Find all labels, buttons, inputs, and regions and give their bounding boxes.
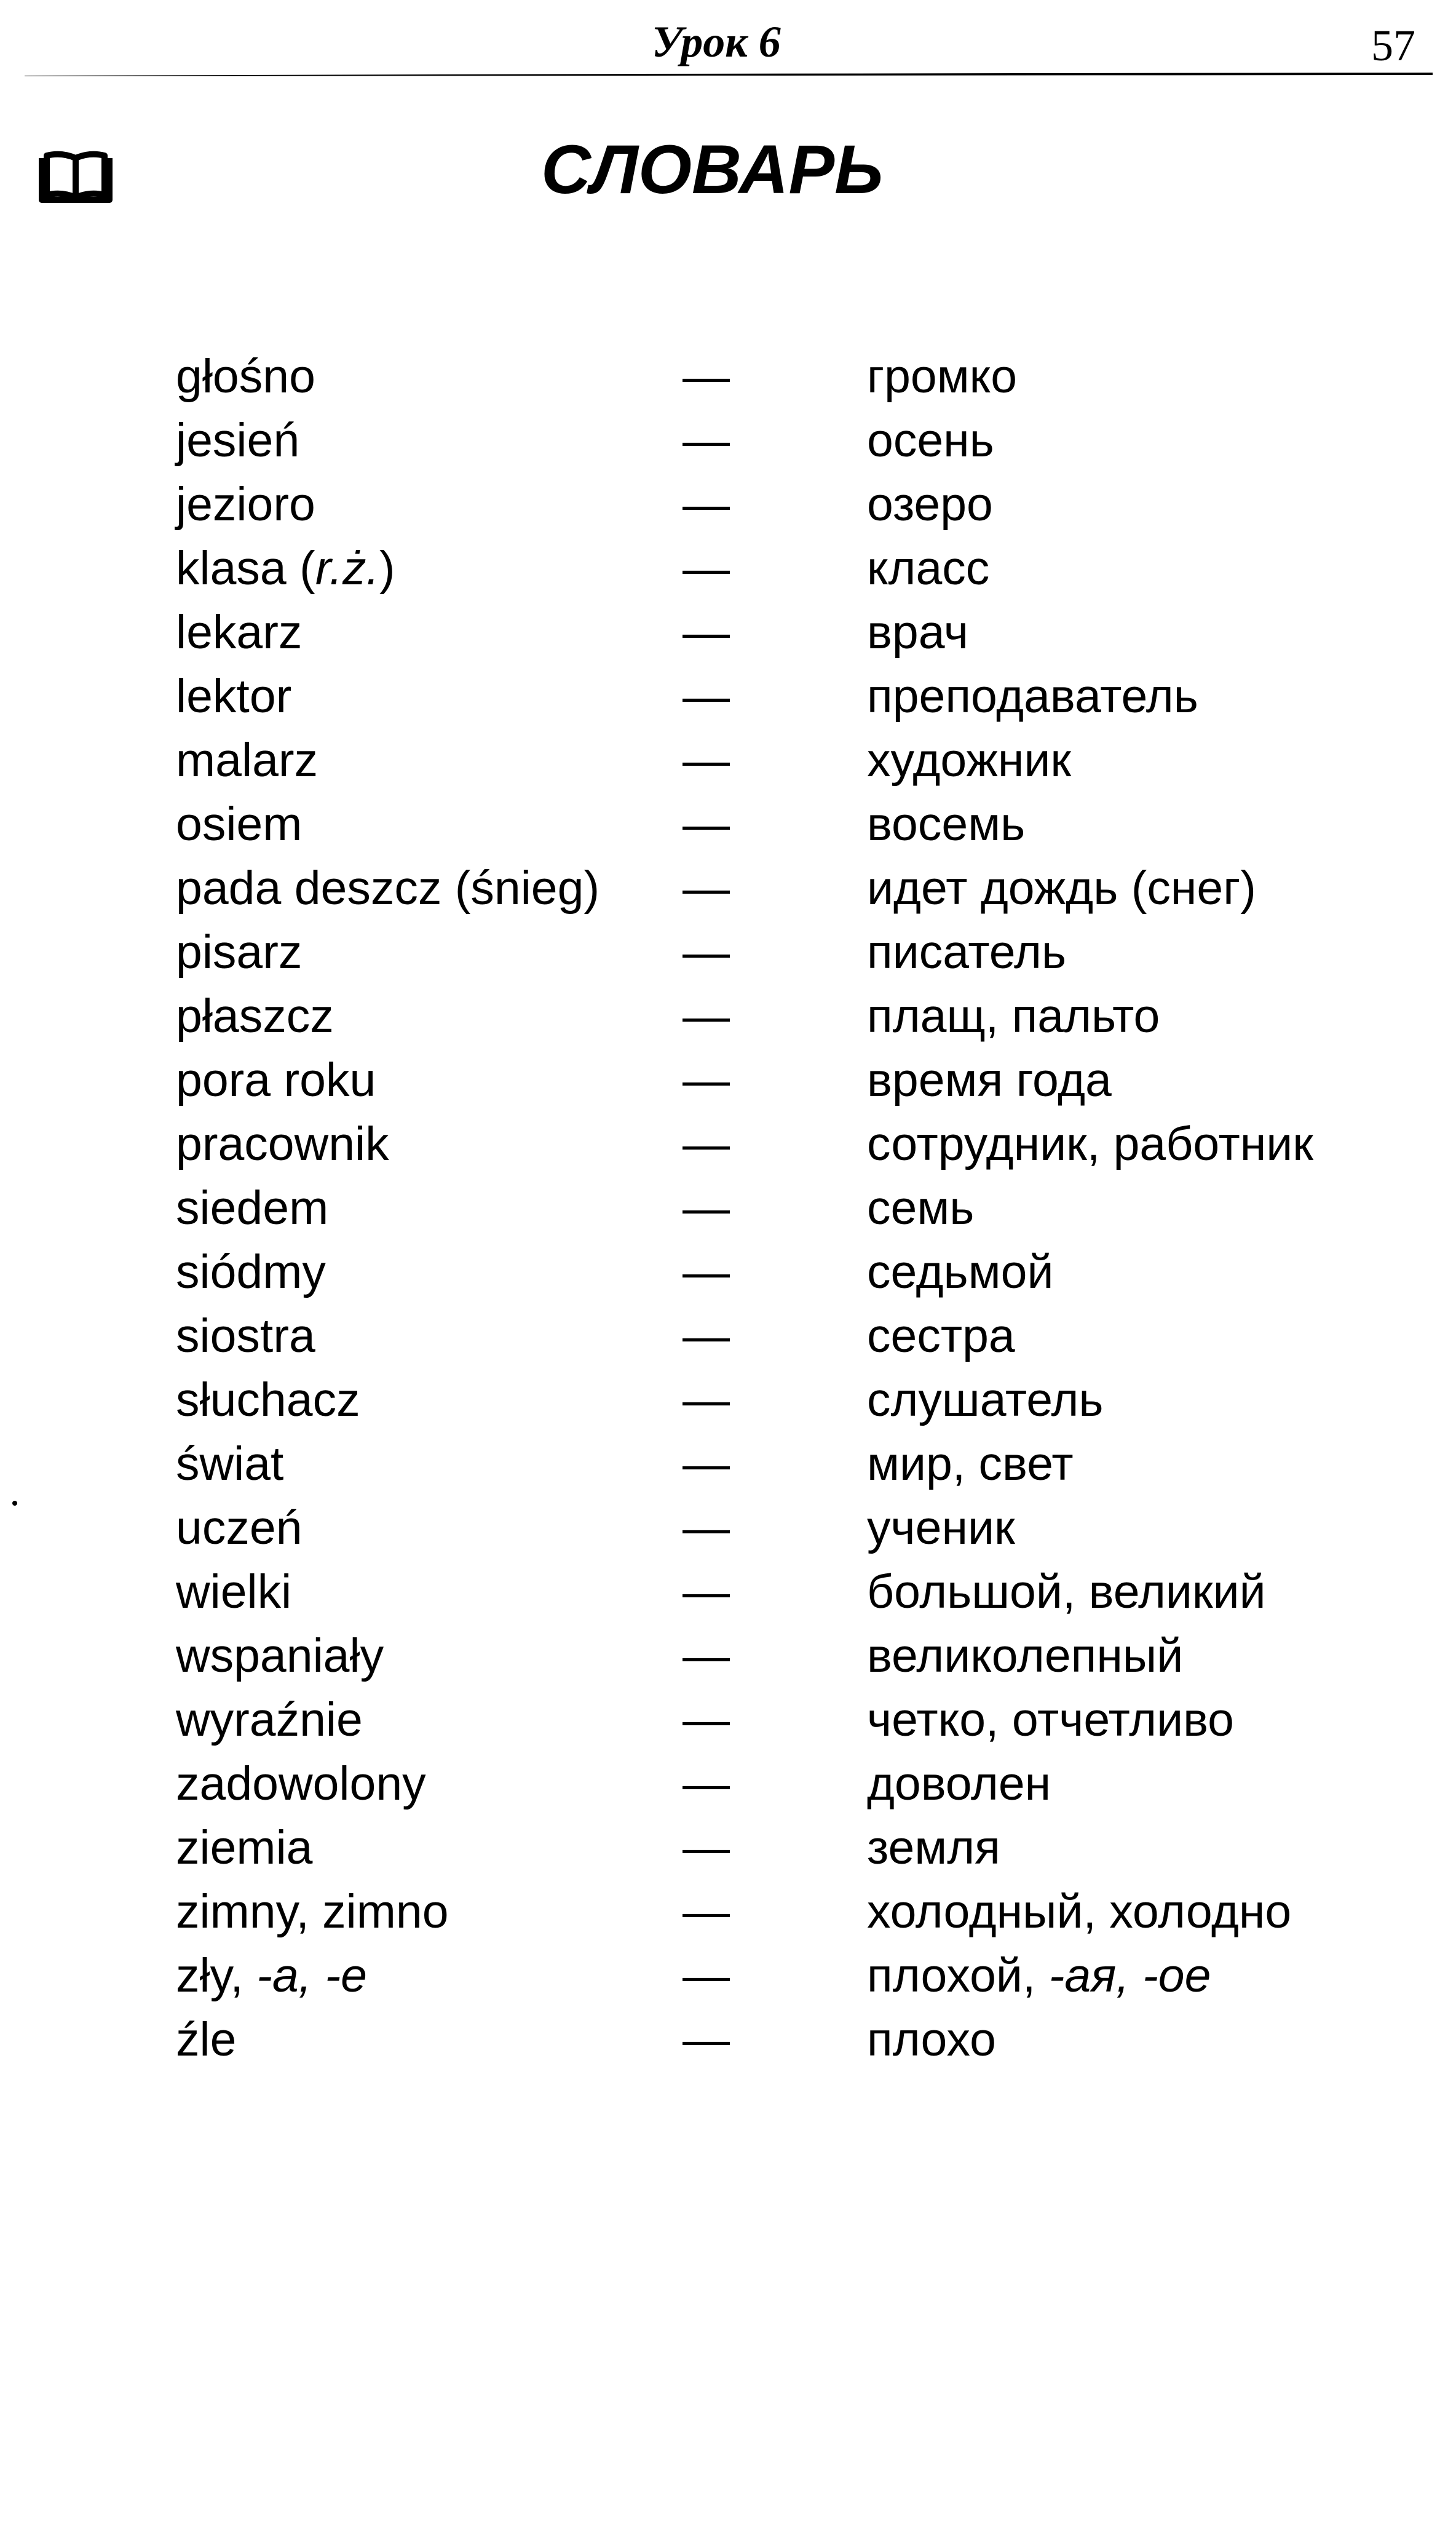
russian-translation xyxy=(867,472,993,536)
vocab-row xyxy=(0,472,1456,536)
russian-translation xyxy=(867,600,968,664)
polish-word-text: klasa xyxy=(176,542,287,595)
vocab-row xyxy=(0,408,1456,472)
polish-word xyxy=(176,1560,291,1624)
russian-translation-text: осень xyxy=(867,414,994,467)
russian-translation xyxy=(867,1688,1234,1752)
polish-word xyxy=(176,856,599,920)
russian-translation xyxy=(867,1048,1112,1112)
polish-word-text: jesień xyxy=(176,414,300,467)
polish-word-text: lekarz xyxy=(176,606,303,659)
vocab-row xyxy=(0,1112,1456,1176)
polish-word-text: zadowolony xyxy=(176,1757,426,1810)
russian-translation xyxy=(867,664,1198,728)
russian-translation-text: врач xyxy=(867,606,968,659)
polish-word xyxy=(176,1496,302,1560)
dash-separator: — xyxy=(682,414,730,467)
russian-translation-text: громко xyxy=(867,350,1018,403)
polish-word xyxy=(176,792,302,856)
russian-translation-text: сотрудник, работник xyxy=(867,1118,1313,1170)
russian-translation xyxy=(867,344,1017,408)
polish-word-text: wielki xyxy=(176,1565,292,1618)
russian-translation xyxy=(867,1944,1211,2008)
polish-word-text: lektor xyxy=(176,670,292,723)
dash-separator: — xyxy=(682,670,730,723)
polish-word-text: słuchacz xyxy=(176,1373,360,1426)
dash-separator: — xyxy=(682,1693,730,1746)
russian-translation-text: озеро xyxy=(867,478,993,531)
polish-word-text: wyraźnie xyxy=(176,1693,363,1746)
polish-word xyxy=(176,408,299,472)
polish-word xyxy=(176,728,318,792)
polish-word-text: płaszcz xyxy=(176,990,334,1043)
russian-translation-text: класс xyxy=(867,542,990,595)
polish-word-text: uczeń xyxy=(176,1501,303,1554)
dash-separator: — xyxy=(682,990,730,1043)
russian-translation xyxy=(867,1496,1015,1560)
vocab-row xyxy=(0,1752,1456,1816)
polish-word xyxy=(176,1112,389,1176)
dash-separator: — xyxy=(682,1373,730,1426)
polish-word xyxy=(176,1944,367,2008)
russian-translation-text: земля xyxy=(867,1821,1000,1874)
polish-word xyxy=(176,1624,384,1688)
vocab-row xyxy=(0,1624,1456,1688)
running-header-lesson: Урок 6 xyxy=(652,17,781,66)
russian-translation xyxy=(867,728,1071,792)
russian-translation xyxy=(867,408,994,472)
vocab-row xyxy=(0,2008,1456,2072)
dash-separator: — xyxy=(682,734,730,787)
russian-translation-text: восемь xyxy=(867,798,1026,851)
vocab-row xyxy=(0,1944,1456,2008)
polish-word xyxy=(176,1880,449,1944)
polish-word-text: zimny, zimno xyxy=(176,1885,449,1938)
dash-separator: — xyxy=(682,862,730,915)
polish-word-text: jezioro xyxy=(176,478,315,531)
polish-word xyxy=(176,1688,363,1752)
russian-translation xyxy=(867,1368,1104,1432)
russian-translation-text: слушатель xyxy=(867,1373,1104,1426)
dash-separator: — xyxy=(682,1182,730,1234)
polish-word-text: wspaniały xyxy=(176,1629,384,1682)
russian-translation xyxy=(867,856,1256,920)
vocab-row xyxy=(0,1816,1456,1880)
russian-translation xyxy=(867,792,1025,856)
polish-word xyxy=(176,1240,326,1304)
polish-word xyxy=(176,1816,313,1880)
russian-translation xyxy=(867,920,1066,984)
polish-word-text: pracownik xyxy=(176,1118,389,1170)
polish-word xyxy=(176,600,302,664)
polish-word xyxy=(176,1304,315,1368)
vocab-row xyxy=(0,1880,1456,1944)
russian-translation-text: большой, великий xyxy=(867,1565,1266,1618)
russian-translation xyxy=(867,1752,1051,1816)
polish-word-text: zły, xyxy=(176,1949,243,2002)
dash-separator: — xyxy=(682,1757,730,1810)
russian-translation-text: художник xyxy=(867,734,1072,787)
vocab-row xyxy=(0,1304,1456,1368)
russian-translation-text: седьмой xyxy=(867,1246,1054,1298)
russian-translation-text: идет дождь (снег) xyxy=(867,862,1256,915)
vocab-row xyxy=(0,1368,1456,1432)
page-title: СЛОВАРЬ xyxy=(541,131,884,208)
polish-word xyxy=(176,1176,328,1240)
polish-word-text: świat xyxy=(176,1437,284,1490)
russian-translation-text: великолепный xyxy=(867,1629,1184,1682)
polish-word-text: osiem xyxy=(176,798,303,851)
russian-translation xyxy=(867,536,989,600)
russian-translation-text: время года xyxy=(867,1054,1112,1107)
polish-word xyxy=(176,920,302,984)
polish-word xyxy=(176,472,315,536)
russian-translation-text: плохо xyxy=(867,2013,996,2066)
grammar-note: r.ż. xyxy=(315,542,379,595)
dash-separator: — xyxy=(682,1246,730,1298)
dash-separator: — xyxy=(682,1885,730,1938)
russian-translation-text: писатель xyxy=(867,926,1067,979)
polish-word xyxy=(176,344,315,408)
dash-separator: — xyxy=(682,798,730,851)
russian-translation xyxy=(867,1240,1053,1304)
vocab-row xyxy=(0,984,1456,1048)
polish-word-text: ziemia xyxy=(176,1821,313,1874)
polish-word xyxy=(176,1752,426,1816)
polish-word xyxy=(176,1432,283,1496)
russian-translation-text: плащ, пальто xyxy=(867,990,1160,1043)
vocab-row xyxy=(0,1240,1456,1304)
vocab-row xyxy=(0,600,1456,664)
russian-translation xyxy=(867,1304,1015,1368)
russian-translation-text: преподаватель xyxy=(867,670,1198,723)
page-number: 57 xyxy=(1371,21,1415,70)
russian-translation xyxy=(867,1560,1266,1624)
russian-translation-text: мир, свет xyxy=(867,1437,1074,1490)
russian-translation-text: ученик xyxy=(867,1501,1015,1554)
russian-translation xyxy=(867,1880,1291,1944)
vocab-row xyxy=(0,792,1456,856)
vocab-row xyxy=(0,1048,1456,1112)
polish-word xyxy=(176,1368,360,1432)
vocab-row xyxy=(0,1560,1456,1624)
polish-word-text: źle xyxy=(176,2013,237,2066)
polish-word-text: siedem xyxy=(176,1182,329,1234)
polish-word-text: głośno xyxy=(176,350,315,403)
header-rule xyxy=(25,73,1433,76)
polish-word-text: siódmy xyxy=(176,1246,326,1298)
dash-separator: — xyxy=(682,350,730,403)
dash-separator: — xyxy=(682,1565,730,1618)
russian-translation-text: сестра xyxy=(867,1309,1015,1362)
vocab-row xyxy=(0,1496,1456,1560)
dash-separator: — xyxy=(682,1309,730,1362)
dash-separator: — xyxy=(682,542,730,595)
russian-translation xyxy=(867,984,1160,1048)
polish-word-text: pisarz xyxy=(176,926,303,979)
vocab-row xyxy=(0,920,1456,984)
vocab-row xyxy=(0,344,1456,408)
vocab-row xyxy=(0,664,1456,728)
dash-separator: — xyxy=(682,1054,730,1107)
russian-translation-text: доволен xyxy=(867,1757,1051,1810)
russian-translation xyxy=(867,1624,1183,1688)
dash-separator: — xyxy=(682,478,730,531)
russian-translation-text: холодный, холодно xyxy=(867,1885,1292,1938)
dash-separator: — xyxy=(682,1118,730,1170)
polish-endings: -a, -e xyxy=(256,1949,367,2002)
vocab-row xyxy=(0,1688,1456,1752)
polish-word xyxy=(176,2008,236,2072)
russian-translation xyxy=(867,1112,1313,1176)
vocab-row xyxy=(0,728,1456,792)
polish-word-text: pora roku xyxy=(176,1054,376,1107)
russian-translation xyxy=(867,1816,1000,1880)
scan-speck xyxy=(12,1501,17,1506)
vocab-row xyxy=(0,1176,1456,1240)
dash-separator: — xyxy=(682,1629,730,1682)
russian-translation-text: четко, отчетливо xyxy=(867,1693,1234,1746)
polish-word-text: pada deszcz (śnieg) xyxy=(176,862,600,915)
open-book-icon xyxy=(38,151,113,205)
russian-translation xyxy=(867,1432,1074,1496)
dash-separator: — xyxy=(682,1501,730,1554)
russian-translation xyxy=(867,1176,974,1240)
vocabulary-list xyxy=(0,344,1456,2072)
vocab-row xyxy=(0,856,1456,920)
polish-word xyxy=(176,1048,376,1112)
polish-word-text: malarz xyxy=(176,734,318,787)
dash-separator: — xyxy=(682,1437,730,1490)
dash-separator: — xyxy=(682,2013,730,2066)
polish-word xyxy=(176,664,291,728)
polish-word-text: siostra xyxy=(176,1309,315,1362)
vocab-row xyxy=(0,536,1456,600)
russian-translation-text: плохой, xyxy=(867,1949,1036,2002)
dash-separator: — xyxy=(682,1949,730,2002)
dash-separator: — xyxy=(682,1821,730,1874)
russian-endings: -ая, -ое xyxy=(1048,1949,1211,2002)
polish-word: klasa (r.ż.) xyxy=(176,542,395,595)
vocab-row xyxy=(0,1432,1456,1496)
dash-separator: — xyxy=(682,606,730,659)
polish-word xyxy=(176,984,334,1048)
dash-separator: — xyxy=(682,926,730,979)
russian-translation-text: семь xyxy=(867,1182,975,1234)
russian-translation xyxy=(867,2008,996,2072)
